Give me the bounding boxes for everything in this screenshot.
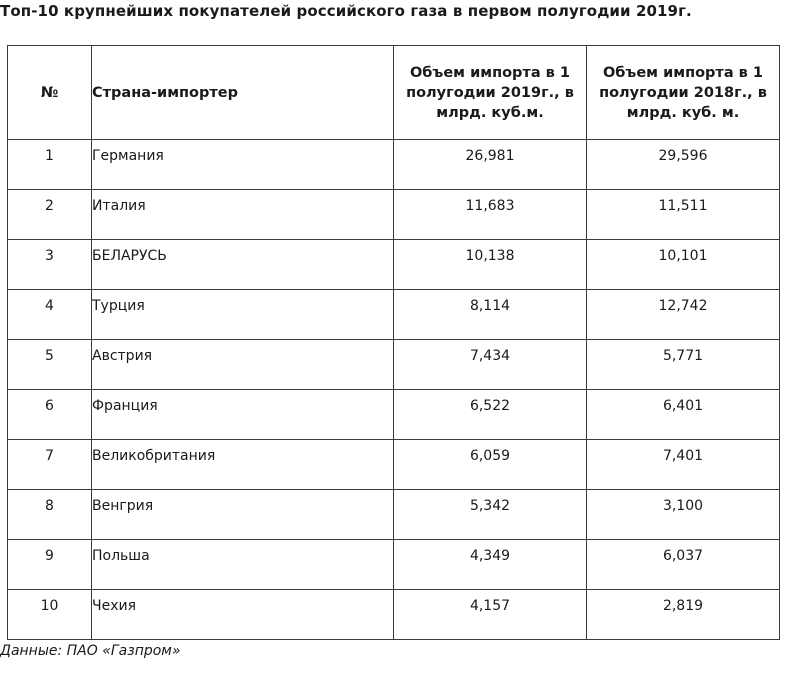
row-import-2019: 4,157	[394, 590, 587, 640]
source-caption: Данные: ПАО «Газпром»	[0, 643, 181, 659]
table-row	[8, 190, 780, 240]
page-title: Топ-10 крупнейших покупателей российского газа в первом полугодии 2019г.	[0, 2, 692, 20]
table-header-row	[8, 46, 780, 140]
row-import-2019: 8,114	[394, 290, 587, 340]
header-num: №	[8, 46, 92, 140]
table-row	[8, 490, 780, 540]
row-import-2018: 2,819	[587, 590, 780, 640]
row-num: 6	[8, 390, 92, 440]
row-country: Чехия	[92, 590, 394, 640]
row-num: 1	[8, 140, 92, 190]
row-num: 9	[8, 540, 92, 590]
table-row	[8, 590, 780, 640]
table-row	[8, 240, 780, 290]
table-row	[8, 540, 780, 590]
row-country: Великобритания	[92, 440, 394, 490]
row-num: 5	[8, 340, 92, 390]
row-import-2019: 11,683	[394, 190, 587, 240]
row-num: 7	[8, 440, 92, 490]
row-country: Турция	[92, 290, 394, 340]
row-import-2018: 6,401	[587, 390, 780, 440]
row-import-2018: 10,101	[587, 240, 780, 290]
table-row	[8, 140, 780, 190]
row-import-2019: 4,349	[394, 540, 587, 590]
header-import-2018: Объем импорта в 1 полугодии 2018г., в млрд. куб. м.	[587, 46, 780, 140]
row-import-2018: 6,037	[587, 540, 780, 590]
row-country: Италия	[92, 190, 394, 240]
header-import-2019: Объем импорта в 1 полугодии 2019г., в млрд. куб.м.	[394, 46, 587, 140]
row-num: 3	[8, 240, 92, 290]
row-import-2019: 6,522	[394, 390, 587, 440]
row-country: Германия	[92, 140, 394, 190]
row-num: 10	[8, 590, 92, 640]
row-import-2018: 3,100	[587, 490, 780, 540]
table-row	[8, 290, 780, 340]
row-import-2018: 12,742	[587, 290, 780, 340]
row-import-2018: 29,596	[587, 140, 780, 190]
table-row	[8, 440, 780, 490]
row-country: БЕЛАРУСЬ	[92, 240, 394, 290]
row-country: Венгрия	[92, 490, 394, 540]
table-row	[8, 390, 780, 440]
row-import-2019: 5,342	[394, 490, 587, 540]
row-import-2019: 10,138	[394, 240, 587, 290]
row-country: Австрия	[92, 340, 394, 390]
row-import-2019: 7,434	[394, 340, 587, 390]
row-import-2019: 6,059	[394, 440, 587, 490]
row-country: Польша	[92, 540, 394, 590]
table-row	[8, 340, 780, 390]
row-import-2018: 11,511	[587, 190, 780, 240]
header-country: Страна-импортер	[92, 46, 394, 140]
row-country: Франция	[92, 390, 394, 440]
row-import-2018: 5,771	[587, 340, 780, 390]
row-num: 2	[8, 190, 92, 240]
row-import-2019: 26,981	[394, 140, 587, 190]
row-num: 8	[8, 490, 92, 540]
gas-import-table	[7, 45, 780, 640]
row-num: 4	[8, 290, 92, 340]
row-import-2018: 7,401	[587, 440, 780, 490]
